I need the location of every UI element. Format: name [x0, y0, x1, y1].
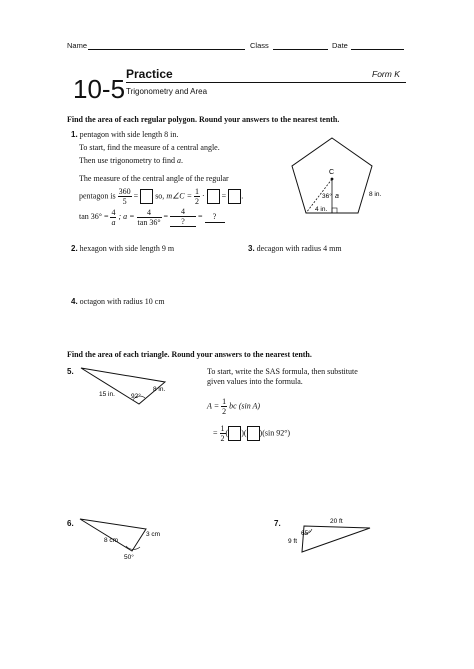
sas-substitution: = $\frac{1}{2}$ ( )( )(sin 92°) — [213, 424, 291, 443]
side-box-1[interactable] — [228, 426, 241, 441]
section2-instruction: Find the area of each triangle. Round your answers to the nearest tenth. — [67, 350, 312, 359]
q7-number: 7. — [274, 519, 281, 528]
q2-prompt: hexagon with side length 9 m — [79, 244, 175, 253]
triangle-5-figure — [75, 362, 175, 412]
formula-a: A = — [207, 401, 220, 411]
q1-line2: To start, find the measure of a central angle. — [79, 143, 220, 152]
apothem-a-label: a — [335, 193, 339, 200]
side-box-2[interactable] — [247, 426, 260, 441]
subtitle: Trigonometry and Area — [126, 87, 208, 96]
q3-prompt: decagon with radius 4 mm — [256, 244, 342, 253]
answer-blank[interactable]: ? — [205, 212, 225, 223]
q6-number: 6. — [67, 519, 74, 528]
practice-label: Practice — [126, 67, 173, 81]
q1-prompt: pentagon with side length 8 in. — [79, 130, 179, 139]
center-point — [331, 178, 334, 181]
formula-rest: bc (sin A) — [229, 401, 261, 411]
sub-den: 2 — [220, 434, 225, 443]
central-angle-box[interactable] — [140, 189, 153, 204]
lesson-number: 10-5 — [73, 74, 126, 104]
blank-num: 4 — [170, 207, 196, 217]
angle-50-label: 50° — [124, 554, 134, 561]
sub-num: 1 — [220, 424, 225, 433]
pentagon-is-label: pentagon is — [79, 191, 116, 201]
q3-number: 3. — [248, 244, 255, 253]
angle-box-2[interactable] — [228, 189, 241, 204]
a-den: tan 36° — [137, 217, 161, 227]
angle-65-label: 65° — [301, 530, 311, 537]
angle-92-label: 92° — [131, 393, 141, 400]
triangle-6-shape — [80, 519, 146, 551]
name-label: Name — [67, 41, 88, 50]
half-num: 1 — [195, 187, 199, 196]
angle-36-label: 36° — [322, 193, 332, 200]
class-label: Class — [250, 41, 269, 50]
q1-tan-row: tan 36° = $\frac{4}{a}$ ; a = $\frac{4}{\tan 36^\circ}$ = $\frac{4}{?}$ = ? — [79, 207, 225, 227]
q1-number: 1. — [71, 130, 78, 139]
triangle-7-shape — [302, 526, 370, 552]
half-side-label: 4 in. — [315, 206, 328, 213]
frac-5: 5 — [122, 197, 127, 206]
frac-360: 360 — [118, 187, 131, 196]
formula-num: 1 — [222, 397, 227, 406]
so-label: so, — [155, 191, 165, 201]
angle-c-label: m∠C = — [166, 191, 192, 201]
q1-line4: The measure of the central angle of the regular — [79, 174, 229, 183]
pentagon-figure — [282, 135, 382, 220]
q3-text — [248, 244, 342, 254]
form-label: Form K — [372, 69, 400, 79]
q2-text — [71, 244, 174, 254]
side-8in-label: 8 in. — [153, 386, 166, 393]
name-field[interactable] — [88, 49, 245, 50]
q5-number: 5. — [67, 367, 74, 376]
equals-sign: = — [213, 428, 218, 438]
q1-text — [71, 130, 178, 140]
triangle-7-figure — [280, 512, 380, 562]
side-3cm-label: 3 cm — [146, 531, 161, 538]
side-20ft-label: 20 ft — [330, 518, 343, 525]
q4-number: 4. — [71, 297, 78, 306]
title-rule — [126, 82, 406, 83]
q5-line2: given values into the formula. — [207, 377, 303, 386]
side-9ft-label: 9 ft — [288, 538, 298, 545]
center-c-label: C — [329, 169, 335, 176]
angle-box-1[interactable] — [207, 189, 220, 204]
date-field[interactable] — [351, 49, 404, 50]
half-den: 2 — [195, 197, 199, 206]
tan-label: tan 36° = — [79, 211, 109, 221]
q1-line3: Then use trigonometry to find a. — [79, 156, 183, 165]
q2-number: 2. — [71, 244, 78, 253]
q1-line3-text: Then use trigonometry to find — [79, 156, 175, 165]
right-angle-mark — [332, 208, 337, 213]
side-8in-label: 8 in. — [369, 191, 382, 198]
side-8cm-label: 8 cm — [104, 537, 119, 544]
blank-den[interactable]: ? — [170, 217, 196, 227]
q5-line1: To start, write the SAS formula, then substitute — [207, 367, 358, 376]
sin-92-text: (sin 92°) — [262, 428, 291, 438]
sas-formula — [207, 397, 260, 416]
q1-line3-var: a — [176, 156, 181, 165]
side-15in-label: 15 in. — [99, 391, 115, 398]
q1-pentagon-row: pentagon is $\frac{360}{5}$ = so, m∠C = $\frac{1}{2}$ · = . — [79, 187, 244, 206]
q4-prompt: octagon with radius 10 cm — [79, 297, 165, 306]
section1-instruction: Find the area of each regular polygon. Round your answers to the nearest tenth. — [67, 115, 340, 124]
date-label: Date — [332, 41, 348, 50]
tan-num: 4 — [111, 207, 116, 217]
tan-den: a — [111, 217, 116, 227]
class-field[interactable] — [273, 49, 328, 50]
a-label: ; a = — [118, 211, 135, 221]
formula-den: 2 — [222, 407, 227, 416]
q4-text — [71, 297, 165, 307]
triangle-6-figure — [74, 513, 174, 563]
a-num: 4 — [137, 208, 162, 218]
